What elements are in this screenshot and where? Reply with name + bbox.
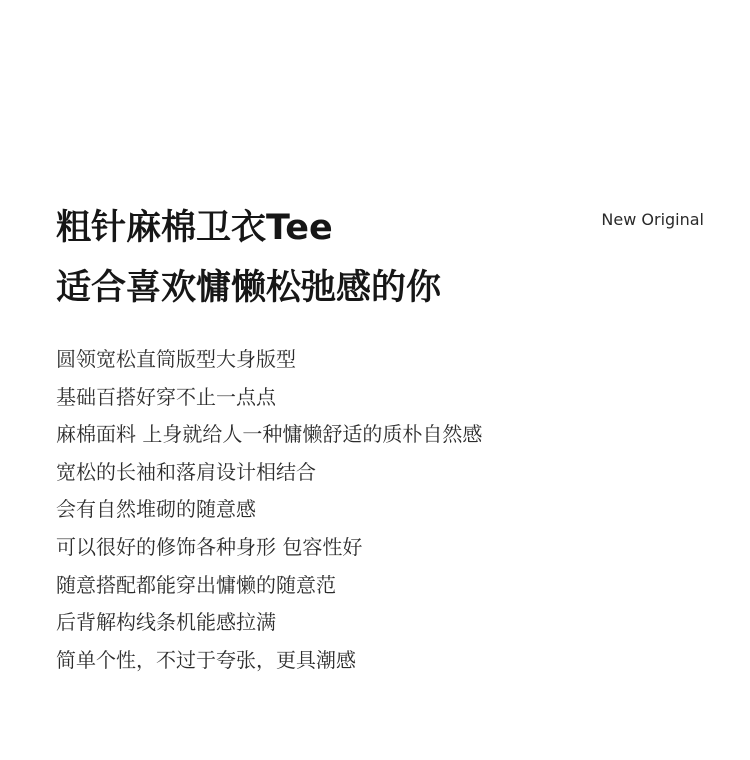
body-line: 宽松的长袖和落肩设计相结合 — [56, 459, 316, 484]
headline-line-1: 粗针麻棉卫衣Tee — [56, 208, 333, 248]
body-line: 可以很好的修饰各种身形 包容性好 — [56, 534, 363, 559]
body-line: 会有自然堆砌的随意感 — [56, 497, 256, 522]
body-line: 简单个性，不过于夸张，更具潮感 — [56, 647, 356, 672]
body-line: 随意搭配都能穿出慵懒的随意范 — [56, 572, 336, 597]
body-line: 后背解构线条机能感拉满 — [56, 610, 276, 635]
headline — [56, 198, 576, 318]
body-line: 麻棉面料 上身就给人一种慵懒舒适的质朴自然感 — [56, 422, 483, 447]
body-copy — [56, 341, 696, 679]
body-line: 基础百搭好穿不止一点点 — [56, 384, 276, 409]
headline-line-2: 适合喜欢慵懒松弛感的你 — [56, 268, 442, 308]
tagline: New Original — [601, 210, 704, 229]
body-line: 圆领宽松直筒版型大身版型 — [56, 347, 296, 371]
